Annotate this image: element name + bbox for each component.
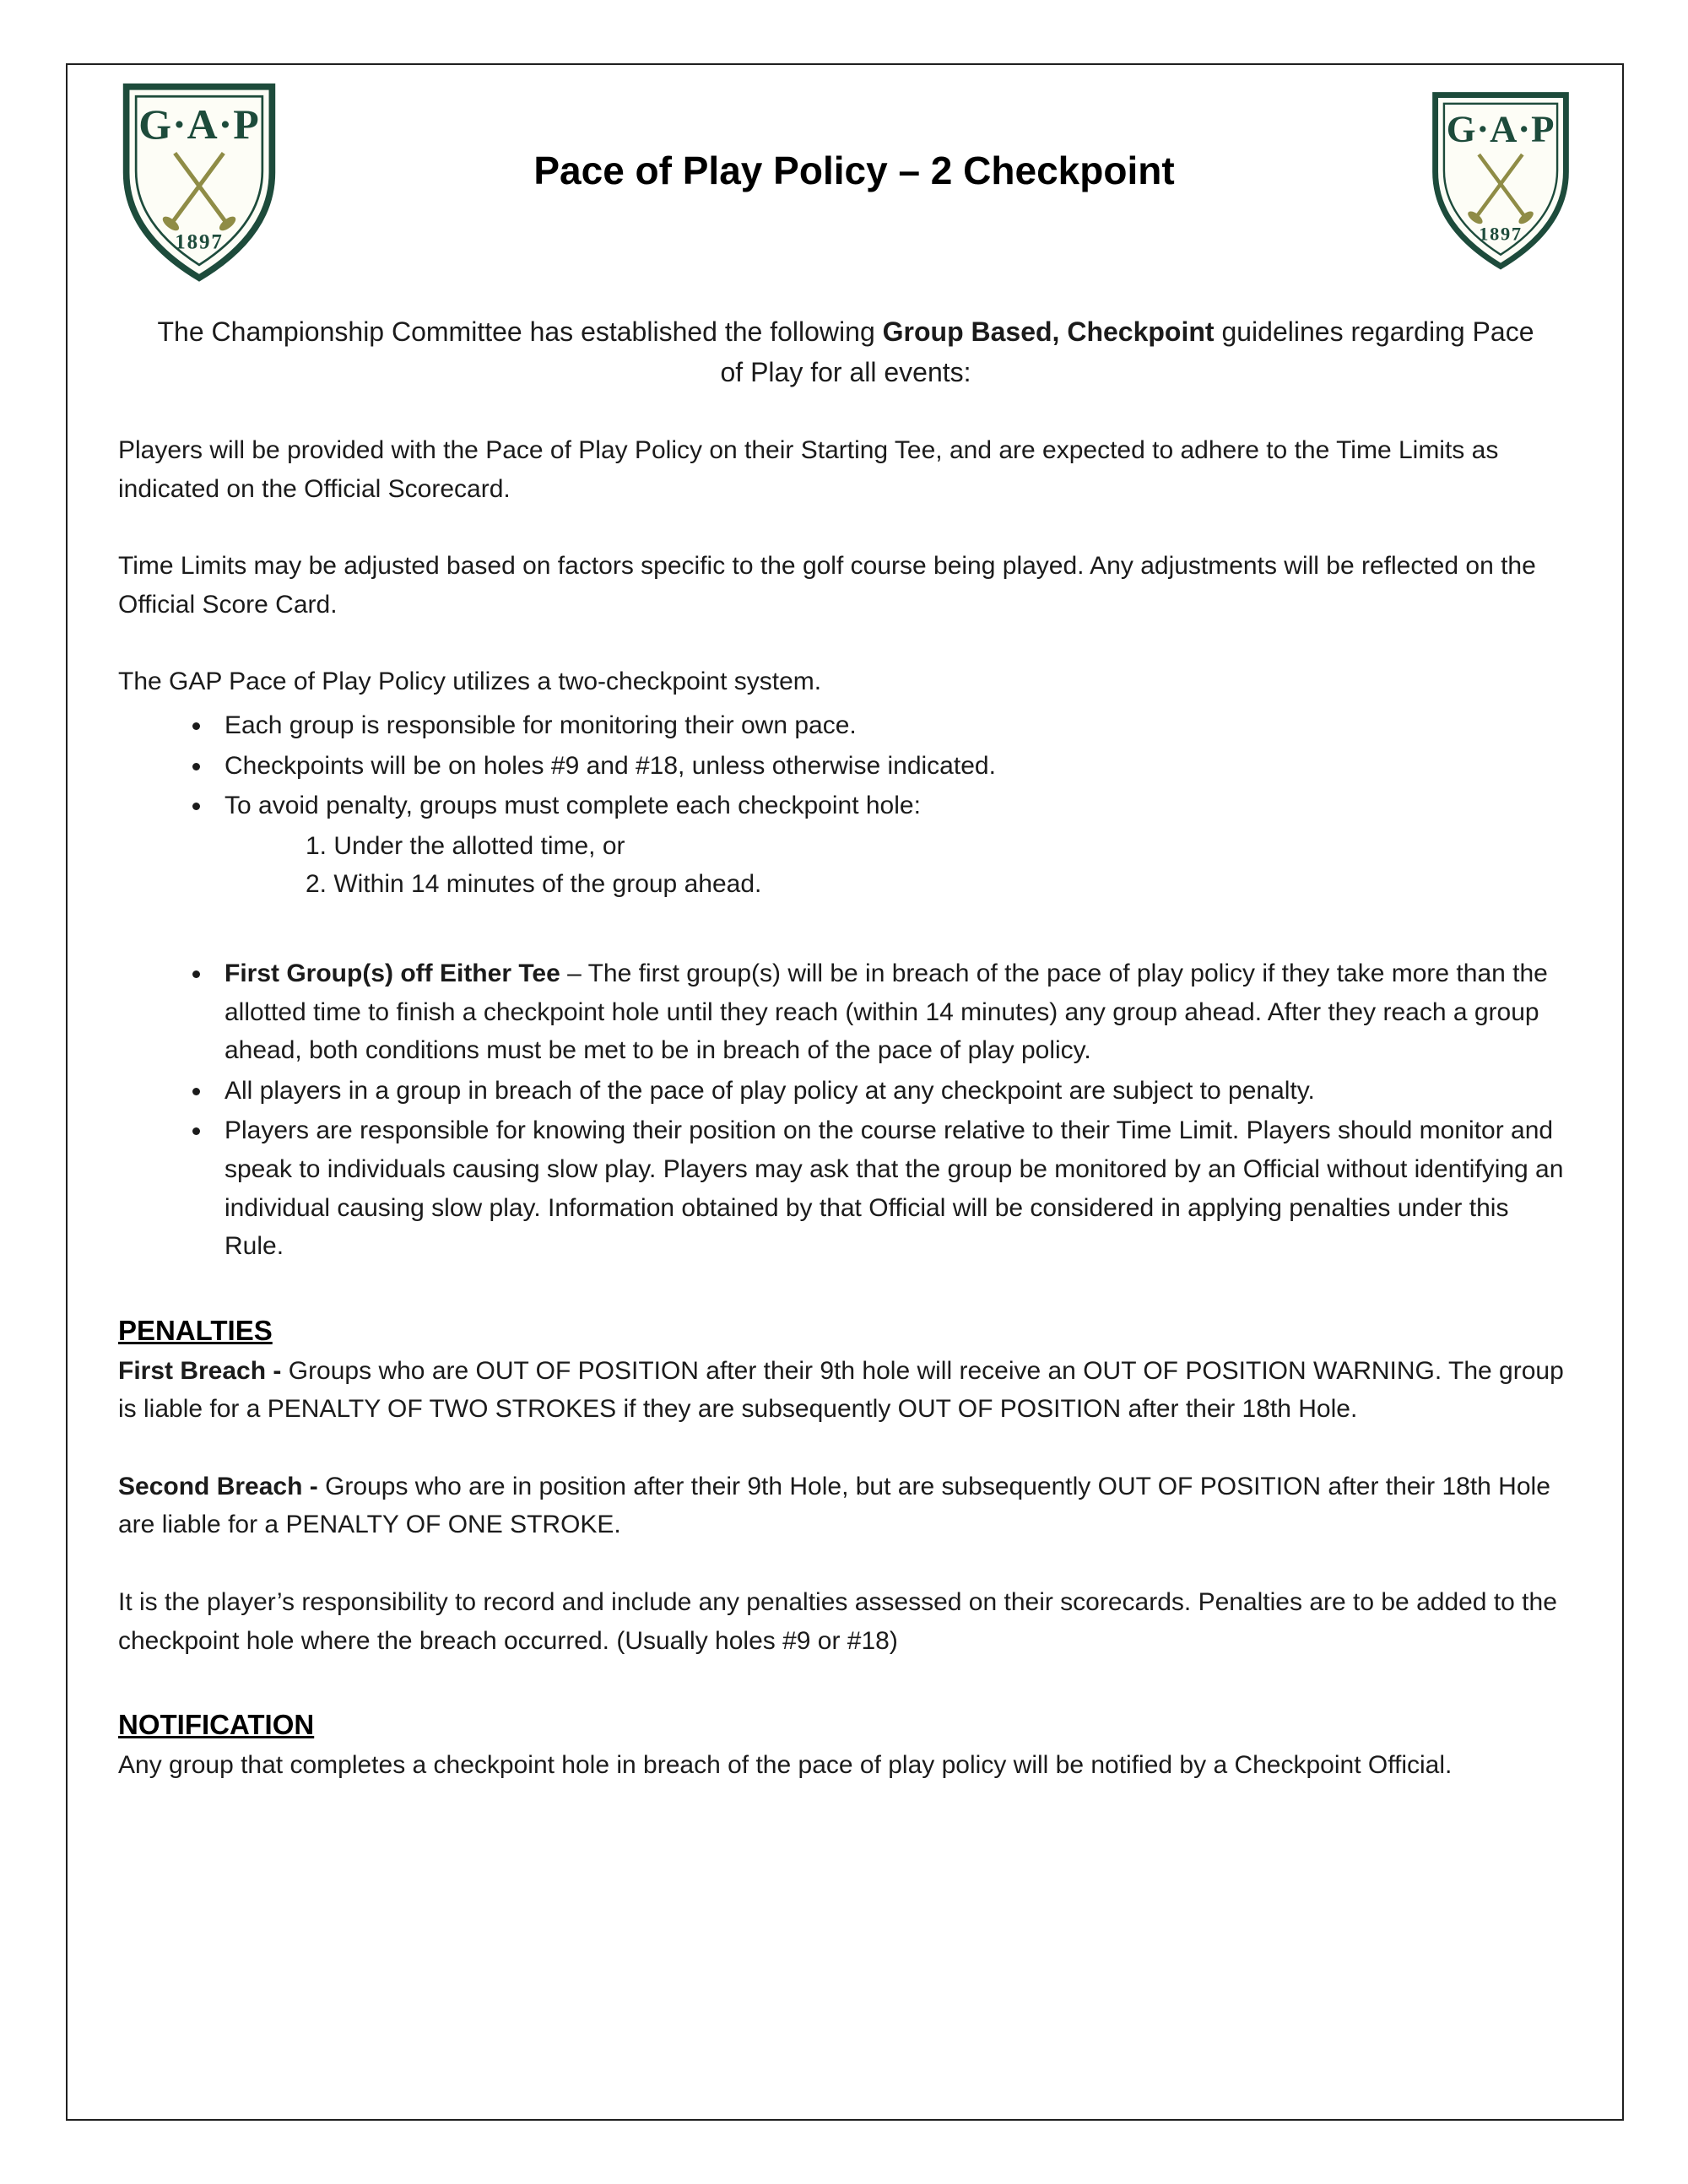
checkpoint-bullet-list xyxy=(118,706,1573,904)
gap-shield-logo-left xyxy=(118,82,280,283)
paragraph-two-checkpoint: The GAP Pace of Play Policy utilizes a two-checkpoint system. xyxy=(118,668,822,696)
bullet-first-group-text: – The first group(s) will be in breach of the pace of play policy if they take more than the allotted time to finish a checkpoint hole until they reach (within 14 minutes) any group ahead. After they reach a group ahead, both conditions must be met to be in breach of the pace of play policy. xyxy=(225,959,1548,1065)
bullet-all-players: • All players in a group in breach of the pace of play policy at any checkpoint are subject to penalty. xyxy=(213,1072,1573,1111)
second-breach-paragraph xyxy=(118,1468,1573,1544)
bullet-avoid-penalty-text: To avoid penalty, groups must complete each checkpoint hole: xyxy=(225,792,921,820)
document-page xyxy=(66,63,1624,2121)
first-breach-text: Groups who are OUT OF POSITION after their 9th hole will receive an OUT OF POSITION WARNING. The group is liable for a PENALTY OF TWO STROKES if they are subsequently OUT OF POSITION after their 18th Hole. xyxy=(118,1356,1564,1424)
bullet-player-responsibility: • Players are responsible for knowing their position on the course relative to their Time Limit. Players should monitor and speak to individuals causing slow play. Players may ask that the group be monitored by an Official without identifying an individual causing slow play. Information obtained by that Official will be considered in applying penalties under this Rule. xyxy=(213,1111,1573,1265)
bullet-first-group-lead: First Group(s) off Either Tee xyxy=(225,959,560,987)
policy-bullet-list xyxy=(118,954,1573,1266)
condition-fourteen-minutes: 2. Within 14 minutes of the group ahead. xyxy=(306,870,762,899)
second-breach-label: Second Breach - xyxy=(118,1472,326,1500)
gap-shield-logo-right xyxy=(1428,90,1573,271)
paragraph-time-limits: Time Limits may be adjusted based on factors specific to the golf course being played. Any adjustments will be reflected on the Official Score Card. xyxy=(118,552,1536,619)
penalties-heading: PENALTIES xyxy=(118,1314,273,1346)
scorecard-responsibility-paragraph: It is the player’s responsibility to record and include any penalties assessed on their scorecards. Penalties are to be added to the checkpoint hole where the breach occurred. (Usually holes #9 or #18) xyxy=(118,1588,1557,1655)
notification-paragraph: Any group that completes a checkpoint hole in breach of the pace of play policy will be notified by a Checkpoint Official. xyxy=(118,1751,1453,1780)
intro-pre: The Championship Committee has established the following xyxy=(157,316,883,347)
condition-allotted-time: 1. Under the allotted time, or xyxy=(306,831,625,860)
logo-acronym: G·A·P xyxy=(138,101,260,149)
logo-acronym: G·A·P xyxy=(1446,107,1555,150)
intro-post: guidelines regarding Pace of Play for all events: xyxy=(720,316,1534,387)
bullet-own-pace: • Each group is responsible for monitoring their own pace. xyxy=(213,706,1573,745)
bullet-first-group xyxy=(213,954,1573,1070)
page-title: Pace of Play Policy – 2 Checkpoint xyxy=(533,149,1175,192)
bullet-checkpoint-holes: • Checkpoints will be on holes #9 and #18, unless otherwise indicated. xyxy=(213,747,1573,786)
paragraph-starting-tee: Players will be provided with the Pace of Play Policy on their Starting Tee, and are expected to adhere to the Time Limits as indicated on the Official Scorecard. xyxy=(118,436,1499,503)
logo-year: 1897 xyxy=(1479,223,1523,245)
first-breach-label: First Breach - xyxy=(118,1356,289,1385)
first-breach-paragraph xyxy=(118,1352,1573,1429)
second-breach-text: Groups who are in position after their 9th Hole, but are subsequently OUT OF POSITION after their 18th Hole are liable for a PENALTY OF ONE STROKE. xyxy=(118,1472,1550,1539)
logo-year: 1897 xyxy=(175,230,224,254)
intro-statement xyxy=(118,311,1573,392)
bullet-avoid-penalty xyxy=(213,787,1573,904)
checkpoint-conditions-list xyxy=(306,827,1573,904)
document-header xyxy=(118,82,1573,300)
intro-bold: Group Based, Checkpoint xyxy=(882,316,1215,347)
notification-heading: NOTIFICATION xyxy=(118,1709,315,1741)
